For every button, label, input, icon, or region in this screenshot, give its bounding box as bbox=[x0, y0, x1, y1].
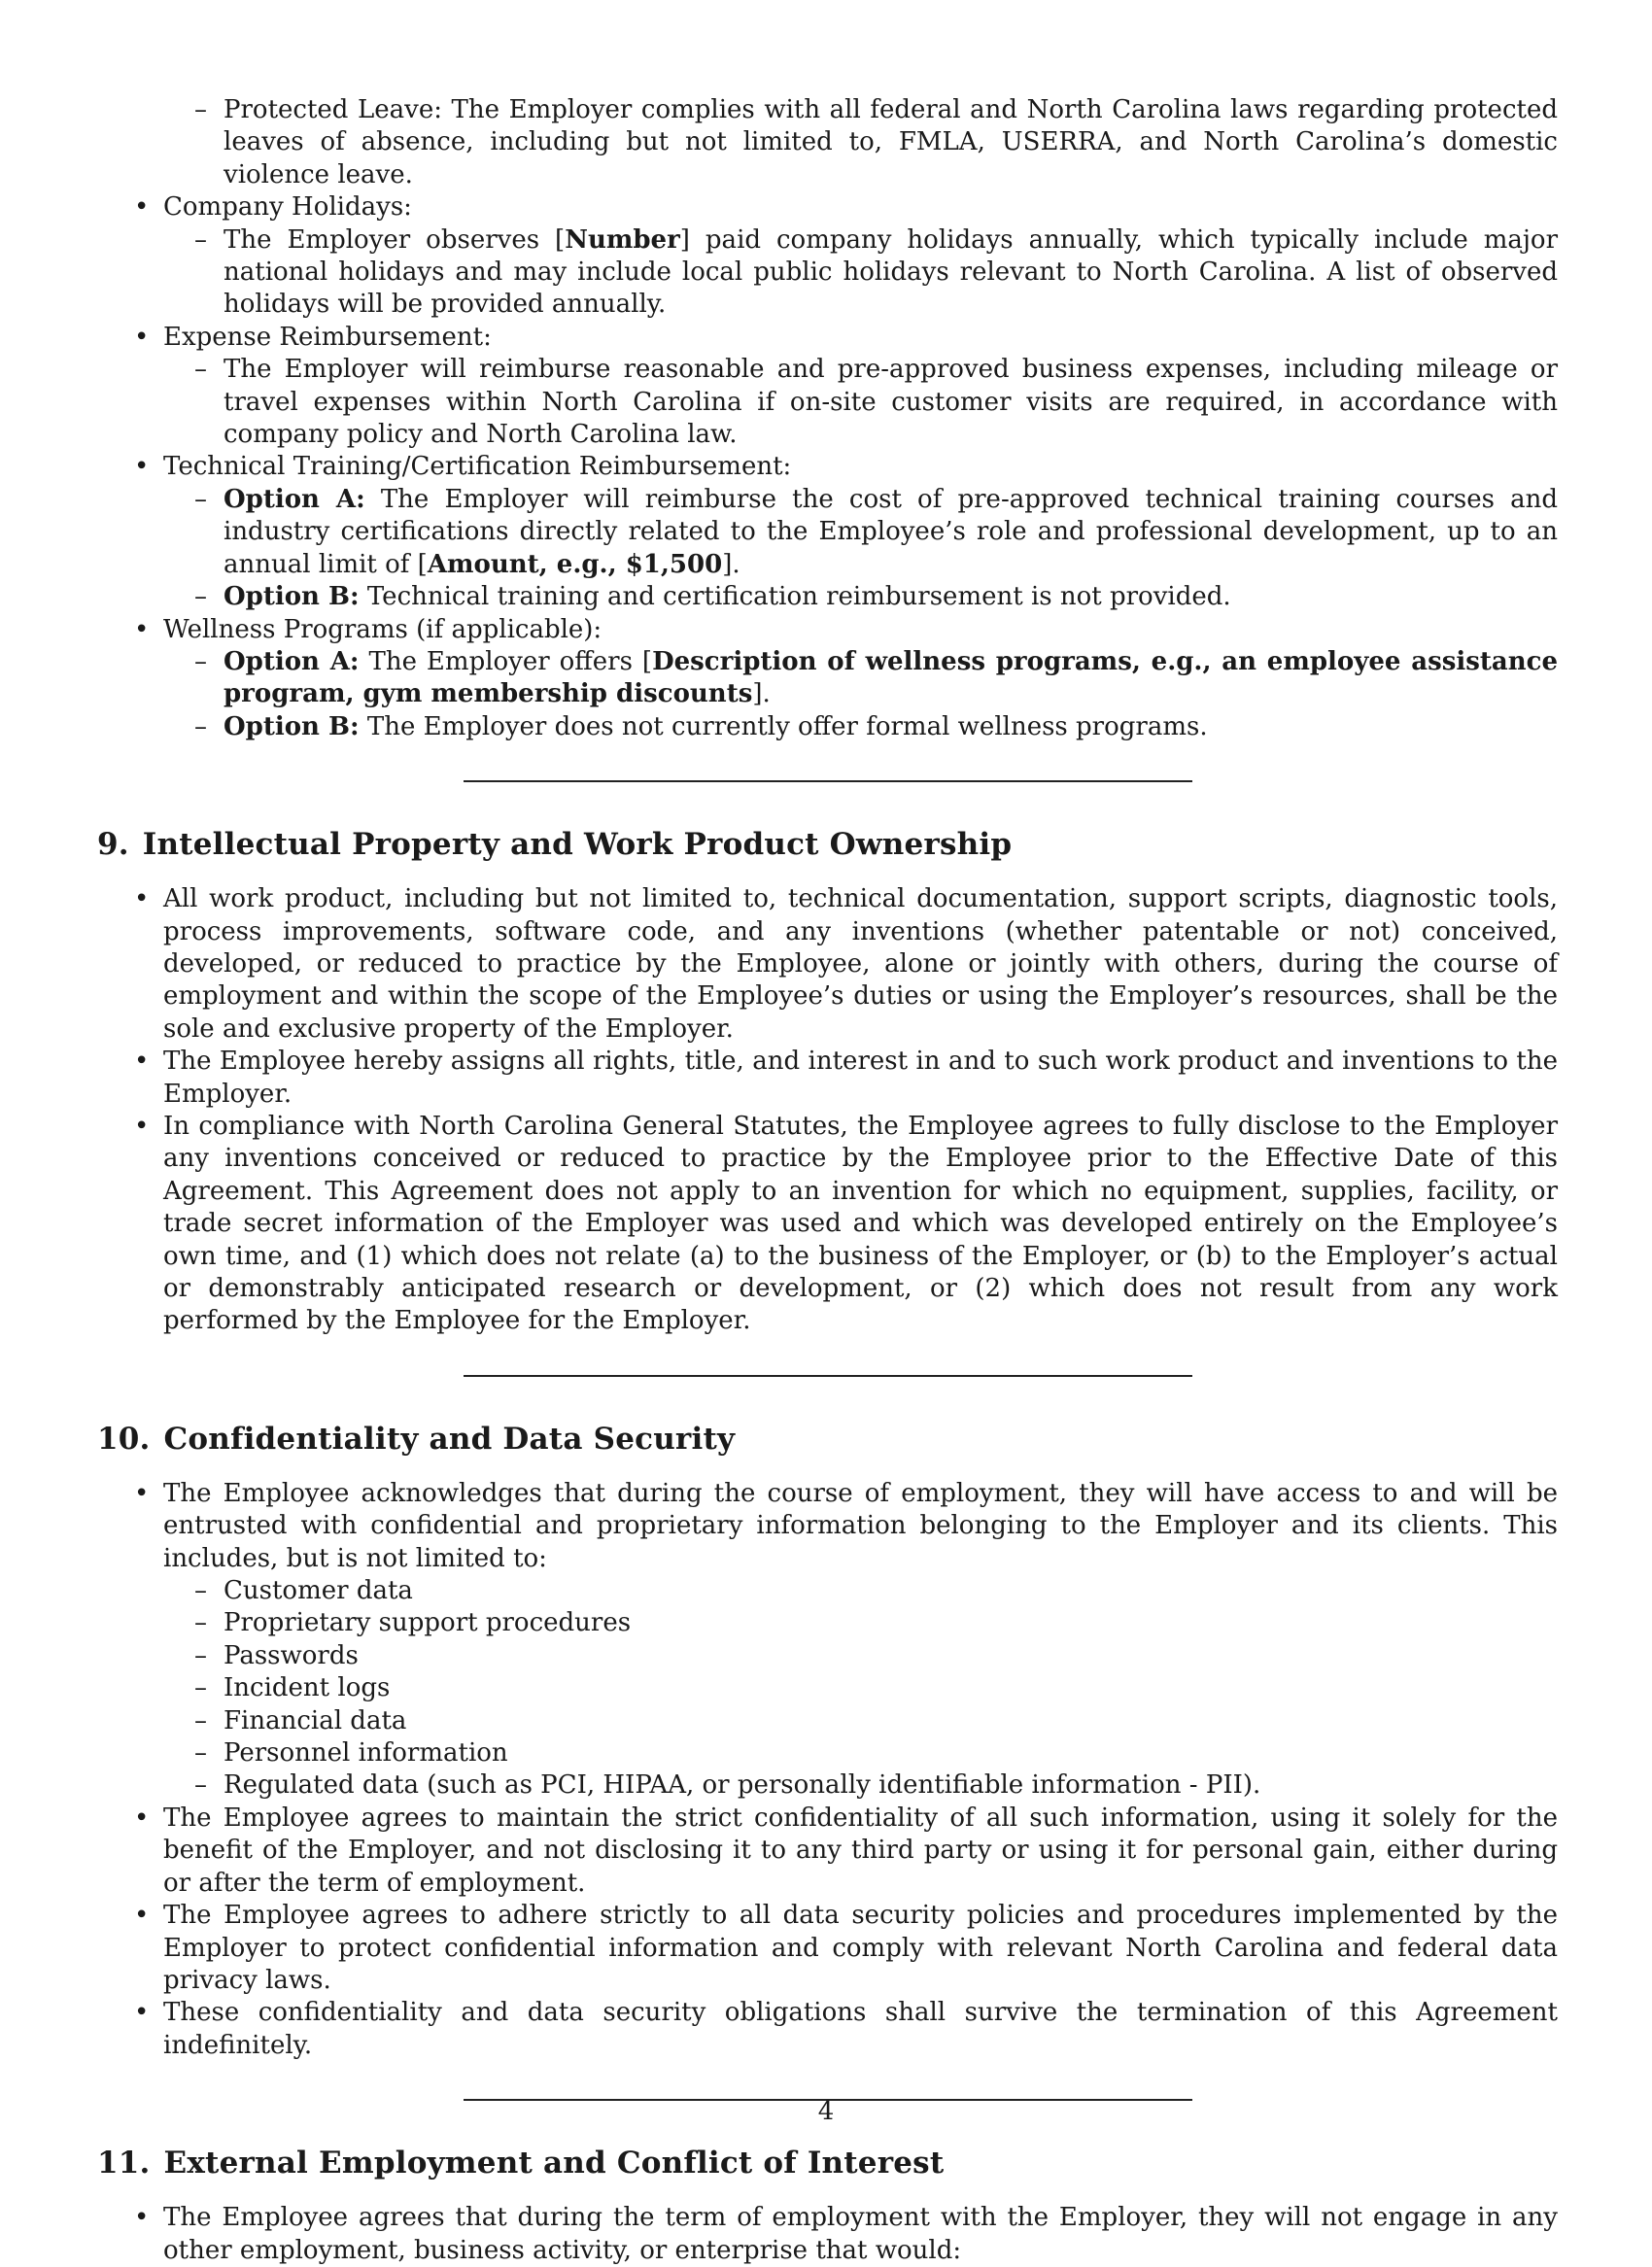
section-10-bullet: • The Employee agrees to maintain the strict confidentiality of all such information, using it solely for the benefit of the Employer, and not disclosing it to any third party or using it for personal gain, either during or after the term of employment. bbox=[163, 1803, 1558, 1900]
holidays-label: Company Holidays: bbox=[163, 192, 412, 223]
wellness-description-placeholder: Description of wellness programs, e.g., an employee assistance program, gym membership discounts bbox=[224, 646, 1558, 709]
wellness-label: Wellness Programs (if applicable): bbox=[163, 614, 602, 644]
section-10-number: 10. bbox=[97, 1421, 151, 1457]
document-page bbox=[97, 94, 1558, 2267]
confidential-info-item: – Regulated data (such as PCI, HIPAA, or personally identifiable information - PII). bbox=[224, 1769, 1558, 1802]
section-9-title: Intellectual Property and Work Product Ownership bbox=[142, 827, 1013, 863]
benefit-training bbox=[163, 451, 1558, 613]
expense-label: Expense Reimbursement: bbox=[163, 322, 492, 352]
section-10-bullet: • These confidentiality and data security obligations shall survive the termination of this Agreement indefinitely. bbox=[163, 1997, 1558, 2062]
wellness-option-b bbox=[224, 711, 1558, 743]
section-11-title: External Employment and Conflict of Interest bbox=[163, 2146, 945, 2181]
protected-leave-sublist bbox=[163, 94, 1558, 191]
training-option-a-text: The Employer will reimburse the cost of pre-approved technical training courses and industry certifications directly related to the Employee’s role and professional development, up to an annual limit of [ bbox=[224, 484, 1558, 579]
benefit-expense bbox=[163, 322, 1558, 452]
section-9-bullet: • In compliance with North Carolina General Statutes, the Employee agrees to fully disclose to the Employer any inventions conceived or reduced to practice by the Employee prior to the Effective Date of this Agreement. This Agreement does not apply to an invention for which no equipment, supplies, facility, or trade secret information of the Employer was used and which was developed entirely on the Employee’s own time, and (1) which does not relate (a) to the business of the Employer, or (b) to the Employer’s actual or demonstrably anticipated research or development, or (2) which does not result from any work performed by the Employee for the Employer. bbox=[163, 1111, 1558, 1338]
benefit-wellness bbox=[163, 614, 1558, 744]
wellness-option-a-text: The Employer offers [ bbox=[359, 646, 653, 676]
training-option-b-label: Option B: bbox=[224, 582, 360, 612]
training-option-a bbox=[224, 484, 1558, 581]
holidays-text-pre: The Employer observes [ bbox=[224, 224, 566, 255]
section-9-bullet: • All work product, including but not limited to, technical documentation, support scripts, diagnostic tools, process improvements, software code, and any inventions (whether patentable or not) conceived, developed, or reduced to practice by the Employee, alone or jointly with others, during the course of employment and within the scope of the Employee’s duties or using the Employer’s resources, shall be the sole and exclusive property of the Employer. bbox=[163, 883, 1558, 1046]
confidential-info-item: – Proprietary support procedures bbox=[224, 1607, 1558, 1639]
wellness-option-a-label: Option A: bbox=[224, 646, 360, 676]
section-10-heading bbox=[97, 1420, 1558, 1459]
section-11-list bbox=[97, 2202, 1558, 2267]
section-9-number: 9. bbox=[97, 827, 129, 863]
confidential-info-item: – Incident logs bbox=[224, 1672, 1558, 1704]
training-label: Technical Training/Certification Reimbursement: bbox=[163, 452, 792, 482]
benefits-list-continued bbox=[97, 191, 1558, 743]
holidays-number-placeholder: Number bbox=[565, 224, 680, 255]
benefits-list bbox=[97, 94, 1558, 191]
section-divider bbox=[464, 1375, 1192, 1377]
benefit-protected-leave-container bbox=[163, 94, 1558, 191]
wellness-option-b-label: Option B: bbox=[224, 711, 360, 741]
section-11-number: 11. bbox=[97, 2146, 151, 2181]
section-11-bullet: • The Employee agrees that during the term of employment with the Employer, they will not engage in any other employment, business activity, or enterprise that would: bbox=[163, 2202, 1558, 2267]
training-option-a-label: Option A: bbox=[224, 484, 365, 514]
wellness-option-a bbox=[224, 646, 1558, 711]
wellness-option-a-post: ]. bbox=[752, 679, 771, 709]
section-10-title: Confidentiality and Data Security bbox=[163, 1421, 736, 1457]
holidays-text-post: ] paid company holidays annually, which typically include major national holidays and may include local public holidays relevant to North Carolina. A list of observed holidays will be provided annually. bbox=[224, 224, 1558, 320]
confidential-info-item: – Passwords bbox=[224, 1640, 1558, 1672]
wellness-option-b-text: The Employer does not currently offer formal wellness programs. bbox=[359, 711, 1208, 741]
protected-leave-text: The Employer complies with all federal and North Carolina laws regarding protected leaves of absence, including but not limited to, FMLA, USERRA, and North Carolina’s domestic violence leave. bbox=[224, 95, 1558, 189]
wellness-sublist bbox=[163, 646, 1558, 743]
training-amount-placeholder: Amount, e.g., $1,500 bbox=[427, 549, 723, 579]
confidential-info-item: – Financial data bbox=[224, 1705, 1558, 1737]
training-option-b bbox=[224, 581, 1558, 613]
page-number: 4 bbox=[817, 2097, 835, 2126]
training-option-b-text: Technical training and certification reimbursement is not provided. bbox=[359, 582, 1231, 612]
section-9-list bbox=[97, 883, 1558, 1338]
expense-sublist bbox=[163, 354, 1558, 451]
section-10-bullet: • The Employee agrees to adhere strictly to all data security policies and procedures implemented by the Employer to protect confidential information and comply with relevant North Carolina and federal data privacy laws. bbox=[163, 1900, 1558, 1997]
benefit-holidays bbox=[163, 191, 1558, 322]
holidays-sublist bbox=[163, 224, 1558, 322]
confidential-info-list bbox=[163, 1575, 1558, 1803]
training-option-a-post: ]. bbox=[722, 549, 740, 579]
confidential-info-item: – Customer data bbox=[224, 1575, 1558, 1607]
section-divider bbox=[464, 780, 1192, 782]
training-sublist bbox=[163, 484, 1558, 614]
protected-leave-label: Protected Leave: bbox=[224, 95, 442, 124]
protected-leave-item bbox=[224, 94, 1558, 191]
section-11-heading bbox=[97, 2144, 1558, 2182]
section-9-bullet: • The Employee hereby assigns all rights, title, and interest in and to such work product and inventions to the Employer. bbox=[163, 1046, 1558, 1111]
section-9-heading bbox=[97, 825, 1558, 864]
expense-item: – The Employer will reimburse reasonable and pre-approved business expenses, including mileage or travel expenses within North Carolina if on-site customer visits are required, in accordance with company policy and North Carolina law. bbox=[224, 354, 1558, 451]
confidential-info-item: – Personnel information bbox=[224, 1737, 1558, 1769]
section-10-intro-text: The Employee acknowledges that during the course of employment, they will have access to and will be entrusted with confidential and proprietary information belonging to the Employer and its clients. This includes, but is not limited to: bbox=[163, 1478, 1558, 1573]
section-10-list bbox=[97, 1478, 1558, 2062]
holidays-item bbox=[224, 224, 1558, 322]
section-10-bullet-intro bbox=[163, 1478, 1558, 1803]
